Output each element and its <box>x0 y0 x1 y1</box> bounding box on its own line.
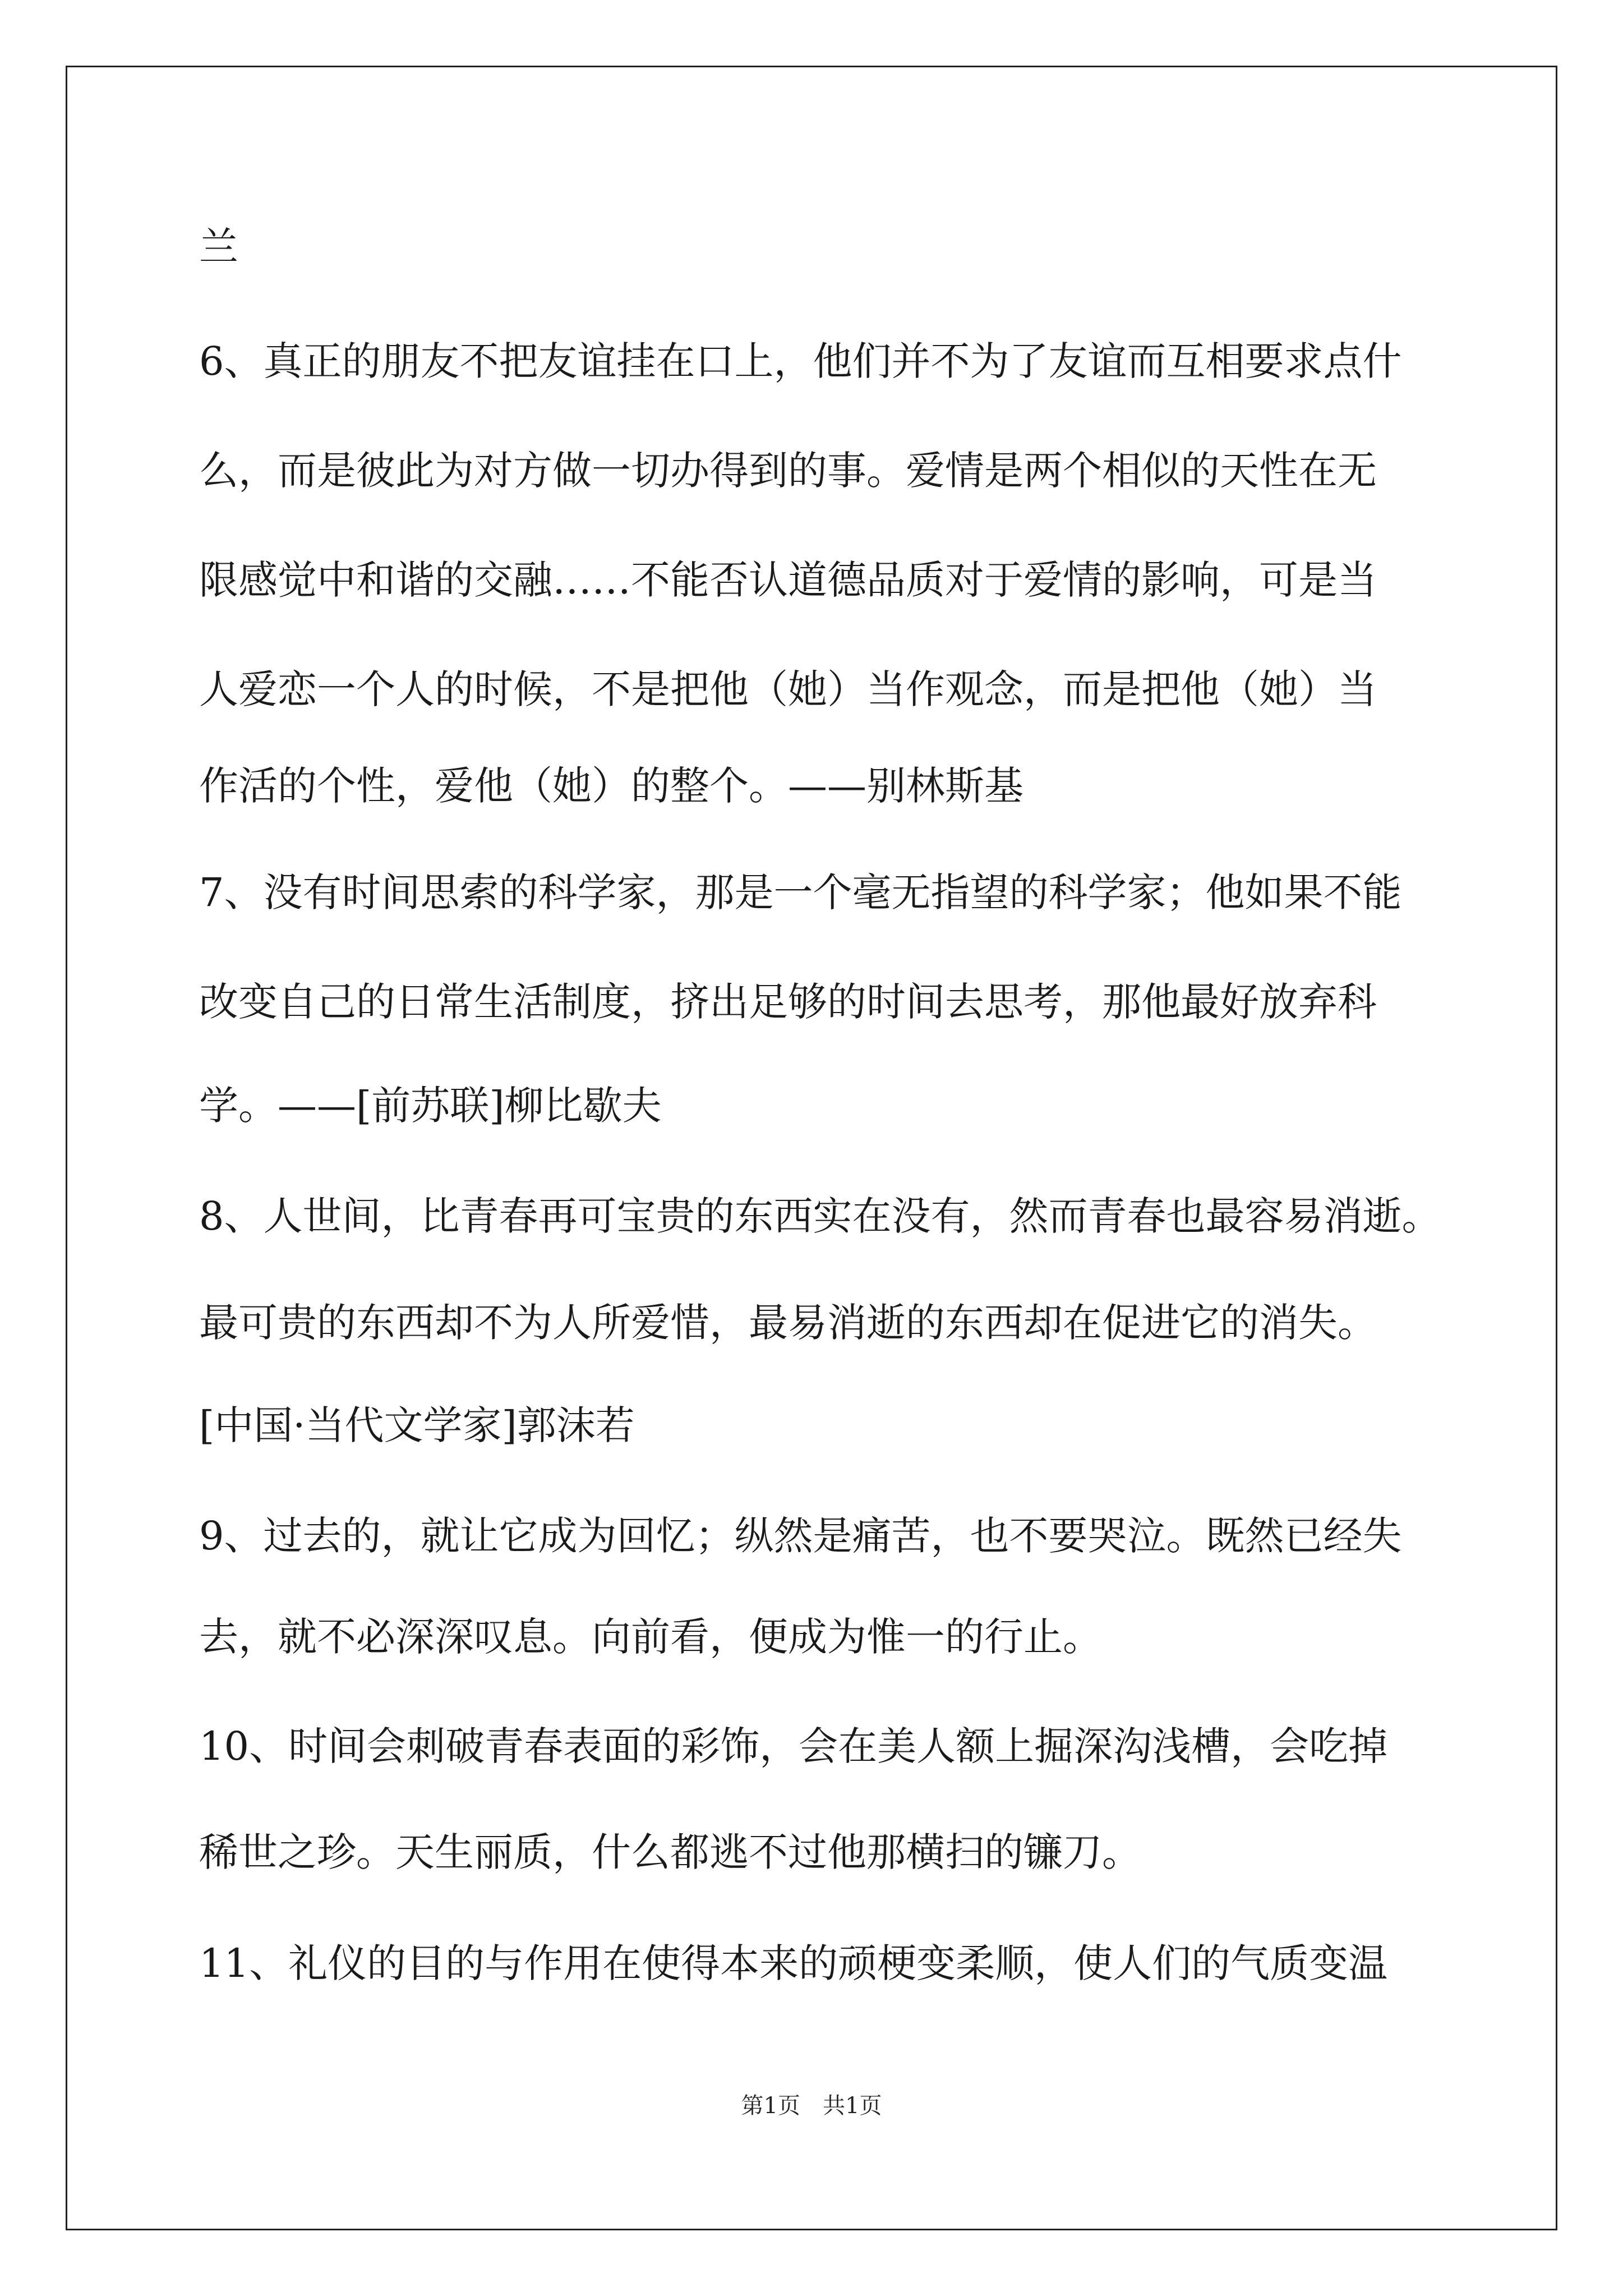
page-number: 第1页 共1页 <box>741 2093 882 2119</box>
text-line: [中国·当代文学家]郭沫若 <box>199 1402 635 1448</box>
text-line: 人爱恋一个人的时候，不是把他（她）当作观念，而是把他（她）当 <box>199 666 1377 712</box>
text-line: 改变自己的日常生活制度，挤出足够的时间去思考，那他最好放弃科 <box>199 979 1377 1025</box>
text-line: 6、真正的朋友不把友谊挂在口上，他们并不为了友谊而互相要求点什 <box>199 338 1402 384</box>
text-line: 稀世之珍。天生丽质，什么都逃不过他那横扫的镰刀。 <box>199 1829 1141 1875</box>
text-line: 11、礼仪的目的与作用在使得本来的顽梗变柔顺，使人们的气质变温 <box>199 1940 1388 1986</box>
text-line: 9、过去的，就让它成为回忆；纵然是痛苦，也不要哭泣。既然已经失 <box>199 1513 1402 1559</box>
text-line: 么，而是彼此为对方做一切办得到的事。爱情是两个相似的天性在无 <box>199 448 1377 494</box>
page-border <box>66 66 1557 2230</box>
text-line: 学。——[前苏联]柳比歇夫 <box>199 1083 662 1129</box>
text-line: 8、人世间，比青春再可宝贵的东西实在没有，然而青春也最容易消逝。 <box>199 1193 1441 1239</box>
text-line: 兰 <box>199 224 238 270</box>
text-line: 去，就不必深深叹息。向前看，便成为惟一的行止。 <box>199 1614 1102 1660</box>
text-line: 作活的个性，爱他（她）的整个。——别林斯基 <box>199 763 1023 809</box>
text-line: 7、没有时间思索的科学家，那是一个毫无指望的科学家；他如果不能 <box>199 869 1402 915</box>
text-line: 10、时间会刺破青春表面的彩饰，会在美人额上掘深沟浅槽，会吃掉 <box>199 1723 1388 1769</box>
text-line: 最可贵的东西却不为人所爱惜，最易消逝的东西却在促进它的消失。 <box>199 1300 1377 1346</box>
text-line: 限感觉中和谐的交融……不能否认道德品质对于爱情的影响，可是当 <box>199 557 1377 603</box>
